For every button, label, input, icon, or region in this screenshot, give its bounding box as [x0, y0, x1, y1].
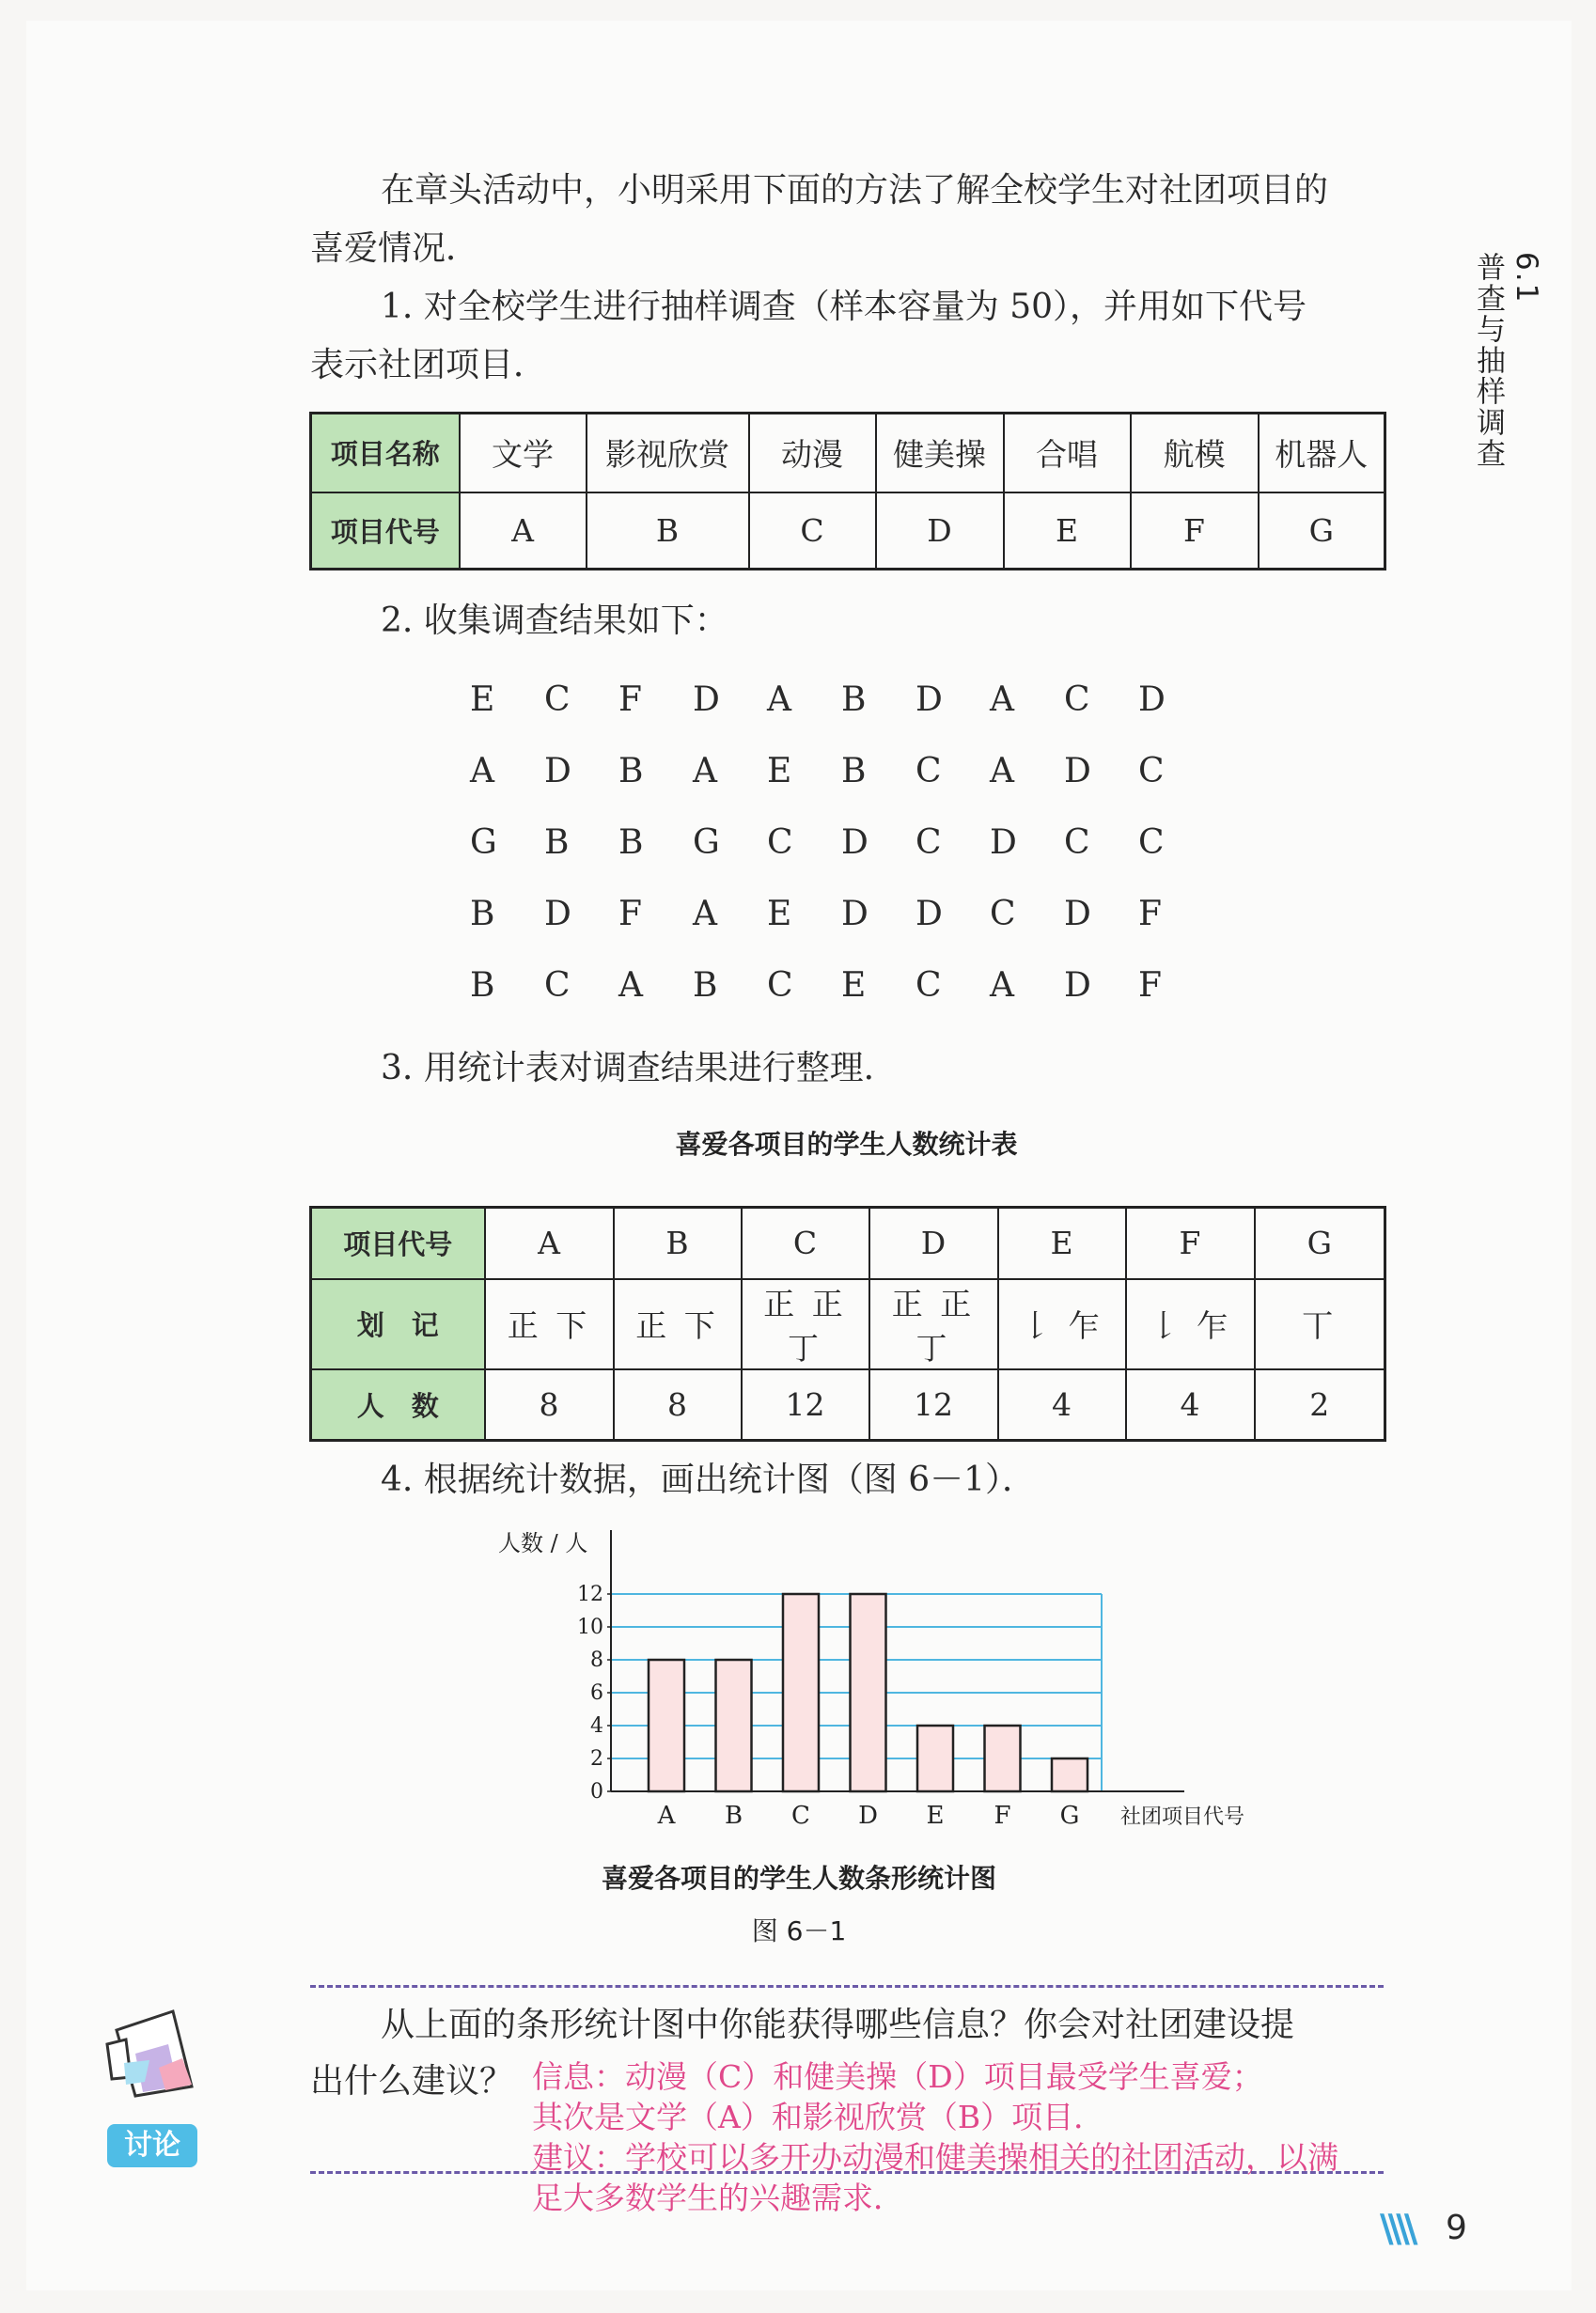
survey-result-letter: D	[841, 822, 868, 862]
discussion-badge	[98, 2002, 211, 2162]
bar	[851, 1594, 886, 1791]
tally-cell: 𠄌 乍	[998, 1279, 1126, 1369]
name-cell: 影视欣赏	[587, 414, 749, 492]
bar	[917, 1726, 953, 1791]
figure-label: 图 6－1	[751, 1915, 847, 1946]
discussion-question-line-1: 从上面的条形统计图中你能获得哪些信息？你会对社团建设提	[381, 2006, 1295, 2044]
survey-result-letter: A	[767, 680, 791, 719]
discussion-question-line-2: 出什么建议？	[310, 2062, 514, 2101]
survey-result-letter: D	[544, 894, 571, 933]
x-tick-label: E	[926, 1802, 945, 1830]
y-tick-label: 0	[590, 1780, 603, 1804]
stat-table	[309, 1206, 1386, 1442]
x-tick-label: B	[724, 1802, 743, 1830]
chart-title: 喜爱各项目的学生人数条形统计图	[601, 1863, 996, 1894]
bar	[783, 1594, 819, 1791]
discussion-top-divider	[310, 1985, 1384, 1988]
stat-table-caption: 喜爱各项目的学生人数统计表	[675, 1129, 1018, 1160]
stat-count-header: 人 数	[311, 1369, 485, 1441]
count-cell: 12	[869, 1369, 998, 1441]
survey-result-letter: B	[618, 822, 644, 862]
survey-result-letter: C	[915, 751, 942, 790]
survey-result-letter: E	[767, 751, 792, 790]
name-cell: 合唱	[1004, 414, 1131, 492]
survey-result-letter: D	[1064, 965, 1091, 1005]
survey-result-letter: E	[470, 680, 495, 719]
survey-result-letter: D	[1064, 751, 1091, 790]
discussion-label: 讨论	[107, 2124, 197, 2167]
discussion-answer	[532, 2056, 1338, 2218]
survey-result-letter: C	[544, 965, 571, 1005]
survey-result-letter: C	[767, 822, 793, 862]
code-cell: F	[1131, 492, 1259, 570]
code-table-name-row	[311, 414, 1385, 492]
bar	[716, 1660, 752, 1791]
survey-result-letter: F	[618, 680, 642, 719]
stat-code-cell: C	[742, 1208, 869, 1279]
bar	[1052, 1758, 1087, 1791]
survey-result-letter: D	[841, 894, 868, 933]
tally-cell: 正 正 丁	[869, 1279, 998, 1369]
y-tick-label: 10	[577, 1616, 603, 1639]
survey-result-letter: F	[1138, 965, 1162, 1005]
name-cell: 文学	[460, 414, 587, 492]
x-tick-label: G	[1059, 1802, 1080, 1830]
section-sidebar	[1471, 252, 1543, 469]
stat-tally-header: 划 记	[311, 1279, 485, 1369]
code-table-code-row	[311, 492, 1385, 570]
step2-text: 2. 收集调查结果如下：	[381, 602, 728, 640]
survey-result-letter: G	[470, 822, 497, 862]
y-tick-label: 4	[590, 1714, 603, 1738]
count-cell: 4	[1126, 1369, 1255, 1441]
survey-result-letter: D	[915, 680, 943, 719]
name-cell: 机器人	[1259, 414, 1385, 492]
survey-result-letter: G	[693, 822, 720, 862]
count-cell: 8	[614, 1369, 742, 1441]
page-number: 9	[1446, 2209, 1467, 2247]
tally-cell: 𠄌 乍	[1126, 1279, 1255, 1369]
stat-code-cell: G	[1255, 1208, 1385, 1279]
bar-chart	[470, 1523, 1316, 1833]
survey-result-letter: E	[767, 894, 792, 933]
stat-code-cell: A	[485, 1208, 614, 1279]
stat-code-cell: D	[869, 1208, 998, 1279]
megaphone-icon	[98, 2002, 211, 2115]
survey-result-row	[470, 664, 1213, 735]
y-axis-label: 人数 / 人	[498, 1530, 588, 1556]
step1-line-1: 1. 对全校学生进行抽样调查（样本容量为 50），并用如下代号	[381, 288, 1307, 326]
code-header: 项目代号	[311, 492, 460, 570]
code-cell: B	[587, 492, 749, 570]
answer-line: 其次是文学（A）和影视欣赏（B）项目．	[532, 2099, 1105, 2135]
y-tick-label: 12	[577, 1583, 603, 1606]
survey-result-letter: D	[1138, 680, 1166, 719]
bar	[649, 1660, 684, 1791]
x-tick-label: A	[657, 1802, 676, 1830]
survey-result-letter: F	[618, 894, 642, 933]
survey-result-letter: A	[693, 894, 717, 933]
survey-result-row	[470, 878, 1213, 949]
survey-result-letter: D	[1064, 894, 1091, 933]
page-decoration-icon: \\\\	[1380, 2207, 1413, 2251]
survey-result-letter: B	[618, 751, 644, 790]
survey-result-letter: C	[915, 822, 942, 862]
survey-result-letter: A	[693, 751, 717, 790]
answer-line: 建议：学校可以多开办动漫和健美操相关的社团活动，以满	[532, 2139, 1338, 2176]
x-axis-label: 社团项目代号	[1120, 1805, 1245, 1829]
code-cell: D	[876, 492, 1004, 570]
stat-code-cell: E	[998, 1208, 1126, 1279]
x-tick-label: C	[791, 1802, 810, 1830]
survey-result-letter: C	[544, 680, 571, 719]
survey-result-letter: C	[1064, 680, 1090, 719]
survey-result-row	[470, 735, 1213, 806]
count-cell: 4	[998, 1369, 1126, 1441]
name-header: 项目名称	[311, 414, 460, 492]
tally-cell: 正 下	[614, 1279, 742, 1369]
code-cell: C	[749, 492, 876, 570]
survey-result-letter: C	[915, 965, 942, 1005]
survey-result-letter: B	[693, 965, 718, 1005]
survey-result-row	[470, 806, 1213, 878]
survey-results-grid	[470, 664, 1213, 1021]
survey-result-letter: A	[470, 751, 494, 790]
intro-line-1: 在章头活动中，小明采用下面的方法了解全校学生对社团项目的	[381, 171, 1329, 210]
tally-cell: 丅	[1255, 1279, 1385, 1369]
survey-result-letter: D	[544, 751, 571, 790]
answer-line: 足大多数学生的兴趣需求．	[532, 2180, 904, 2216]
survey-result-letter: C	[1064, 822, 1090, 862]
step3-text: 3. 用统计表对调查结果进行整理．	[381, 1049, 898, 1087]
stat-code-header: 项目代号	[311, 1208, 485, 1279]
name-cell: 动漫	[749, 414, 876, 492]
survey-result-letter: F	[1138, 894, 1162, 933]
survey-result-letter: B	[544, 822, 570, 862]
y-tick-label: 8	[590, 1649, 603, 1672]
code-cell: G	[1259, 492, 1385, 570]
code-cell: A	[460, 492, 587, 570]
survey-result-row	[470, 949, 1213, 1021]
survey-result-letter: B	[470, 894, 495, 933]
survey-result-letter: B	[841, 680, 867, 719]
section-title: 普查与抽样调查	[1471, 252, 1505, 469]
name-cell: 健美操	[876, 414, 1004, 492]
survey-result-letter: B	[470, 965, 495, 1005]
intro-line-2: 喜爱情况．	[310, 229, 480, 268]
survey-result-letter: A	[990, 680, 1014, 719]
stat-count-row	[311, 1369, 1385, 1441]
survey-result-letter: B	[841, 751, 867, 790]
tally-cell: 正 正 丁	[742, 1279, 869, 1369]
survey-result-letter: C	[767, 965, 793, 1005]
count-cell: 8	[485, 1369, 614, 1441]
y-tick-label: 6	[590, 1681, 603, 1705]
code-table	[309, 412, 1386, 570]
survey-result-letter: D	[693, 680, 720, 719]
survey-result-letter: C	[1138, 822, 1165, 862]
answer-line: 信息：动漫（C）和健美操（D）项目最受学生喜爱；	[532, 2058, 1263, 2095]
survey-result-letter: A	[618, 965, 643, 1005]
survey-result-letter: A	[990, 965, 1014, 1005]
x-tick-label: D	[858, 1802, 878, 1830]
section-number: 6.1	[1510, 252, 1543, 305]
name-cell: 航模	[1131, 414, 1259, 492]
survey-result-letter: D	[915, 894, 943, 933]
survey-result-letter: D	[990, 822, 1017, 862]
bar	[985, 1726, 1021, 1791]
y-tick-label: 2	[590, 1747, 603, 1771]
stat-code-row	[311, 1208, 1385, 1279]
count-cell: 12	[742, 1369, 869, 1441]
survey-result-letter: A	[990, 751, 1014, 790]
survey-result-letter: C	[990, 894, 1016, 933]
survey-result-letter: E	[841, 965, 867, 1005]
x-tick-label: F	[994, 1802, 1011, 1830]
step1-line-2: 表示社团项目．	[310, 346, 548, 384]
code-cell: E	[1004, 492, 1131, 570]
stat-code-cell: F	[1126, 1208, 1255, 1279]
stat-tally-row	[311, 1279, 1385, 1369]
stat-code-cell: B	[614, 1208, 742, 1279]
step4-text: 4. 根据统计数据，画出统计图（图 6－1）．	[381, 1461, 1037, 1499]
tally-cell: 正 下	[485, 1279, 614, 1369]
survey-result-letter: C	[1138, 751, 1165, 790]
count-cell: 2	[1255, 1369, 1385, 1441]
discussion-bottom-divider	[310, 2171, 1384, 2174]
